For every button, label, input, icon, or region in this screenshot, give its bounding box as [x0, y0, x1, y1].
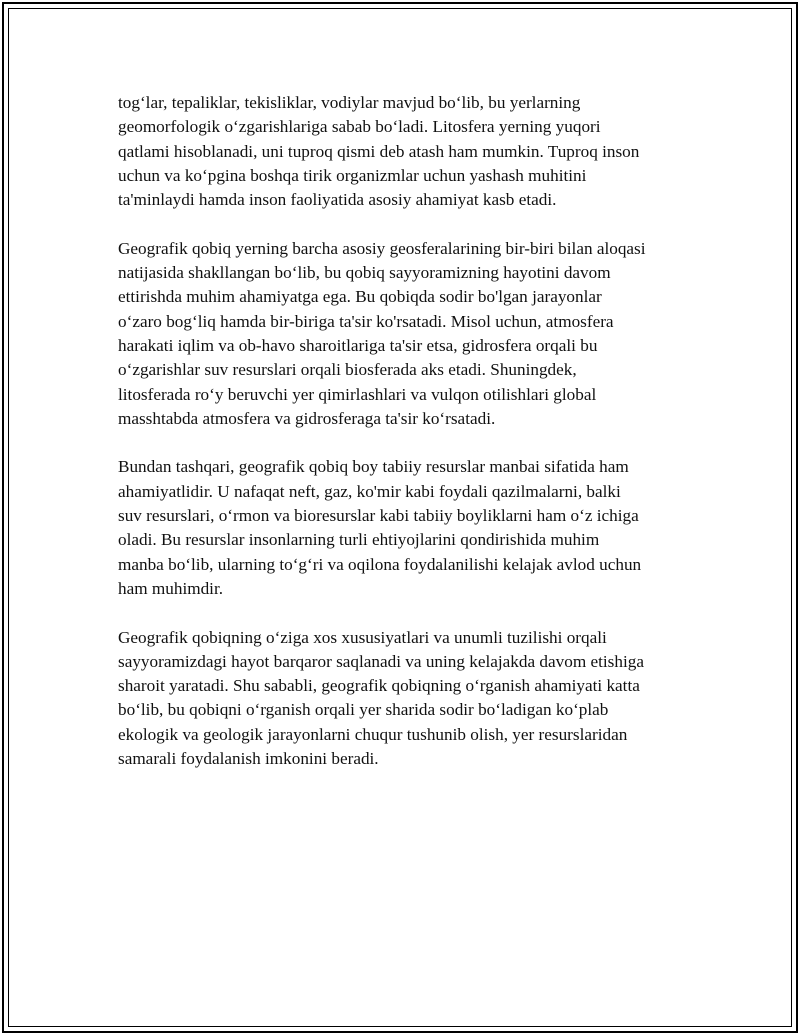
text-line: oladi. Bu resurslar insonlarning turli ehtiyojlarini qondirishida muhim — [118, 530, 600, 550]
text-line: bo‘lib, bu qobiqni o‘rganish orqali yer sharida sodir bo‘ladigan ko‘plab — [118, 700, 609, 720]
text-line: litosferada ro‘y beruvchi yer qimirlashlari va vulqon otilishlari global — [118, 384, 597, 404]
paragraph-3 — [118, 455, 693, 601]
text-line: tog‘lar, tepaliklar, tekisliklar, vodiylar mavjud bo‘lib, bu yerlarning — [118, 93, 581, 112]
text-line: manba bo‘lib, ularning to‘g‘ri va oqilona foydalanilishi kelajak avlod uchun — [118, 554, 642, 574]
text-line: ahamiyatlidir. U nafaqat neft, gaz, ko'mir kabi foydali qazilmalarni, balki — [118, 481, 621, 501]
text-line: suv resurslari, o‘rmon va bioresurslar kabi tabiiy boyliklarni ham o‘z ichiga — [118, 506, 639, 526]
text-line: qatlami hisoblanadi, uni tuproq qismi deb atash ham mumkin. Tuproq inson — [118, 141, 640, 161]
document-body — [118, 91, 693, 796]
text-line: o‘zaro bog‘liq hamda bir-biriga ta'sir ko'rsatadi. Misol uchun, atmosfera — [118, 311, 614, 331]
text-line: harakati iqlim va ob-havo sharoitlariga ta'sir etsa, gidrosfera orqali bu — [118, 335, 598, 355]
text-line: sayyoramizdagi hayot barqaror saqlanadi va uning kelajakda davom etishiga — [118, 651, 644, 671]
text-line: uchun va ko‘pgina boshqa tirik organizmlar uchun yashash muhitini — [118, 165, 587, 185]
text-line: Bundan tashqari, geografik qobiq boy tabiiy resurslar manbai sifatida ham — [118, 457, 629, 477]
text-line: ta'minlaydi hamda inson faoliyatida asosiy ahamiyat kasb etadi. — [118, 190, 557, 210]
text-line: samarali foydalanish imkonini beradi. — [118, 749, 379, 769]
text-line: Geografik qobiqning o‘ziga xos xususiyatlari va unumli tuzilishi orqali — [118, 627, 607, 647]
paragraph-1 — [118, 91, 693, 212]
text-line: Geografik qobiq yerning barcha asosiy geosferalarining bir-biri bilan aloqasi — [118, 238, 646, 258]
text-line: natijasida shakllangan bo‘lib, bu qobiq sayyoramizning hayotini davom — [118, 263, 611, 283]
text-line: masshtabda atmosfera va gidrosferaga ta'sir ko‘rsatadi. — [118, 408, 496, 428]
text-line: ekologik va geologik jarayonlarni chuqur tushunib olish, yer resurslaridan — [118, 724, 628, 744]
text-line: ettirishda muhim ahamiyatga ega. Bu qobiqda sodir bo'lgan jarayonlar — [118, 287, 602, 307]
text-line: o‘zgarishlar suv resurslari orqali biosferada aks etadi. Shuningdek, — [118, 360, 577, 380]
paragraph-2 — [118, 237, 693, 431]
text-line: sharoit yaratadi. Shu sababli, geografik qobiqning o‘rganish ahamiyati katta — [118, 676, 640, 696]
text-line: ham muhimdir. — [118, 578, 224, 598]
paragraph-4 — [118, 626, 693, 772]
text-line: geomorfologik o‘zgarishlariga sabab bo‘ladi. Litosfera yerning yuqori — [118, 117, 601, 137]
